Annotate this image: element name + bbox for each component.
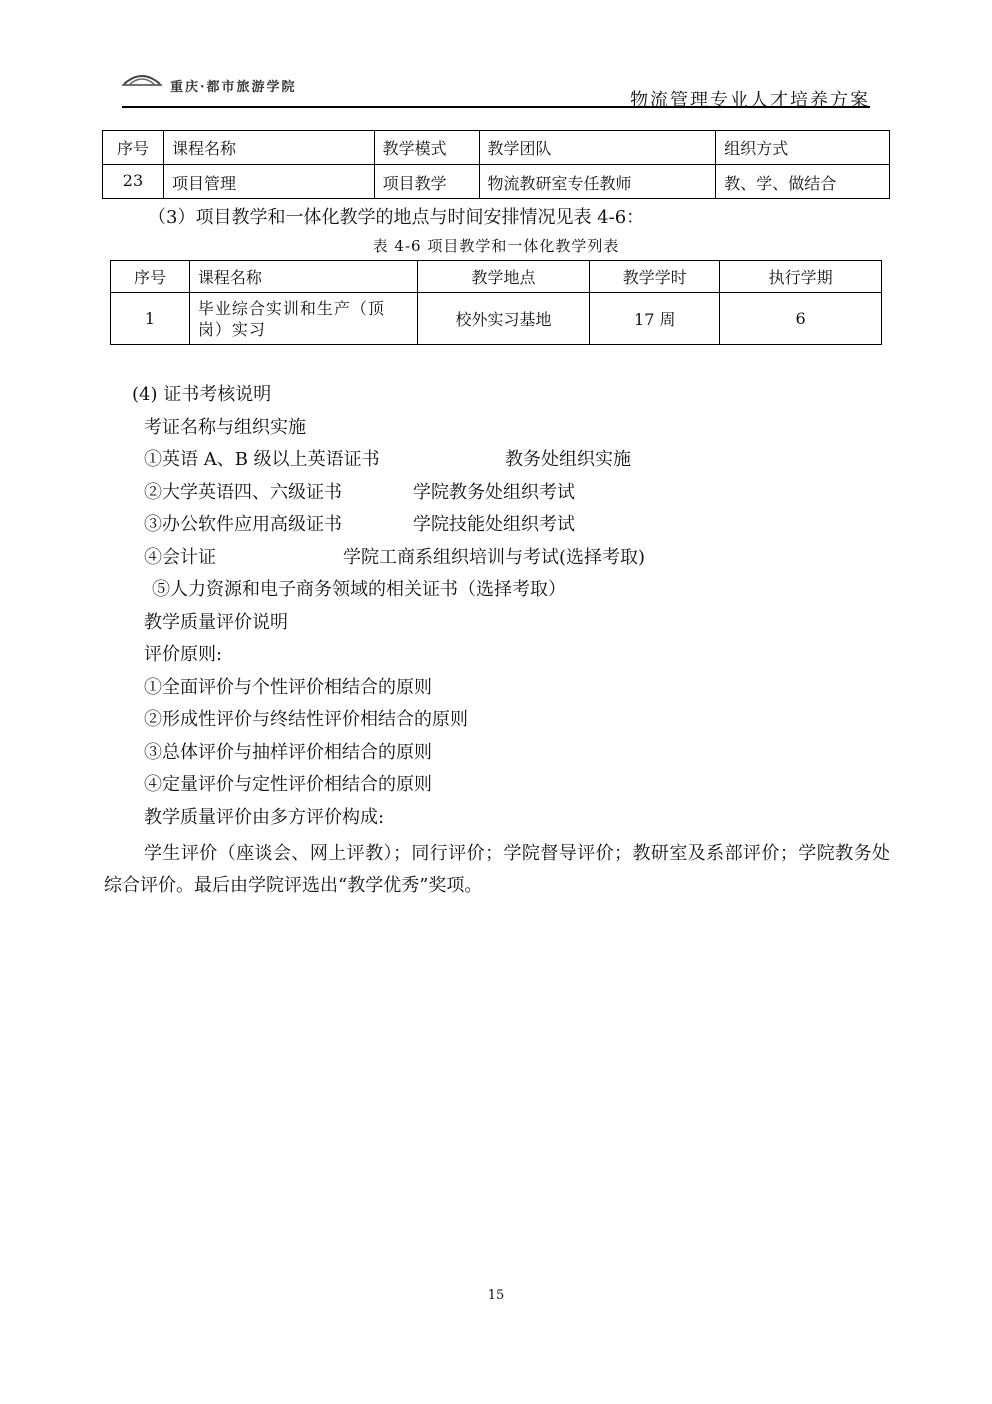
table-row bbox=[103, 165, 890, 199]
cert-org: 学院教务处组织考试 bbox=[413, 482, 575, 503]
section3-intro: （3）项目教学和一体化教学的地点与时间安排情况见表 4-6： bbox=[148, 207, 645, 228]
table-cell: 1 bbox=[111, 293, 190, 345]
table-cell: 物流教研室专任教师 bbox=[479, 165, 716, 199]
header-rule bbox=[122, 106, 870, 108]
table-cell: 教、学、做结合 bbox=[716, 165, 890, 199]
table-row bbox=[111, 293, 882, 345]
principles-label: 评价原则: bbox=[144, 644, 223, 665]
table-cell: 校外实习基地 bbox=[417, 293, 590, 345]
quality-title: 教学质量评价说明 bbox=[144, 612, 288, 633]
cert-name: ⑤人力资源和电子商务领域的相关证书（选择考取） bbox=[152, 579, 566, 600]
cert-name: ②大学英语四、六级证书 bbox=[144, 482, 342, 503]
page-number: 15 bbox=[487, 1288, 505, 1303]
table-header-row bbox=[103, 131, 890, 165]
header-title: 物流管理专业人才培养方案 bbox=[630, 90, 870, 111]
evaluation-paragraph: 学生评价（座谈会、网上评教）；同行评价；学院督导评价；教研室及系部评价；学院教务处综合评价。最后由学院评选出“教学优秀”奖项。 bbox=[104, 843, 890, 896]
table-cell: 23 bbox=[103, 165, 164, 199]
principle-item: ①全面评价与个性评价相结合的原则 bbox=[144, 677, 432, 698]
section4-sub: 考证名称与组织实施 bbox=[144, 417, 306, 438]
table-header-cell: 教学模式 bbox=[374, 131, 479, 165]
table-header-cell: 序号 bbox=[111, 261, 190, 293]
table-header-cell: 教学团队 bbox=[479, 131, 716, 165]
table-header-row bbox=[111, 261, 882, 293]
table-caption: 表 4-6 项目教学和一体化教学列表 bbox=[372, 237, 620, 255]
table-cell: 17 周 bbox=[590, 293, 720, 345]
cert-name: ①英语 A、B 级以上英语证书 bbox=[144, 449, 380, 470]
project-teaching-table bbox=[110, 260, 882, 345]
course-table bbox=[102, 130, 890, 199]
cert-name: ③办公软件应用高级证书 bbox=[144, 514, 342, 535]
cert-org: 教务处组织实施 bbox=[505, 449, 631, 470]
header-school-name: 重庆·都市旅游学院 bbox=[170, 80, 297, 95]
table-cell: 毕业综合实训和生产（顶岗）实习 bbox=[189, 293, 417, 345]
table-header-cell: 序号 bbox=[103, 131, 164, 165]
composition-line: 教学质量评价由多方评价构成: bbox=[144, 807, 385, 828]
table-header-cell: 课程名称 bbox=[189, 261, 417, 293]
table-header-cell: 教学学时 bbox=[590, 261, 720, 293]
principle-item: ④定量评价与定性评价相结合的原则 bbox=[144, 774, 432, 795]
section4-heading: (4) 证书考核说明 bbox=[132, 384, 272, 405]
table-header-cell: 组织方式 bbox=[716, 131, 890, 165]
principle-item: ③总体评价与抽样评价相结合的原则 bbox=[144, 742, 432, 763]
cert-name: ④会计证 bbox=[144, 547, 216, 568]
cert-org: 学院技能处组织考试 bbox=[413, 514, 575, 535]
table-cell: 项目管理 bbox=[163, 165, 374, 199]
table-cell: 项目教学 bbox=[374, 165, 479, 199]
table-cell: 6 bbox=[720, 293, 882, 345]
table-header-cell: 执行学期 bbox=[720, 261, 882, 293]
table-header-cell: 教学地点 bbox=[417, 261, 590, 293]
cert-org: 学院工商系组织培训与考试(选择考取) bbox=[343, 547, 646, 568]
table-header-cell: 课程名称 bbox=[163, 131, 374, 165]
principle-item: ②形成性评价与终结性评价相结合的原则 bbox=[144, 709, 468, 730]
school-logo-icon bbox=[122, 70, 162, 92]
